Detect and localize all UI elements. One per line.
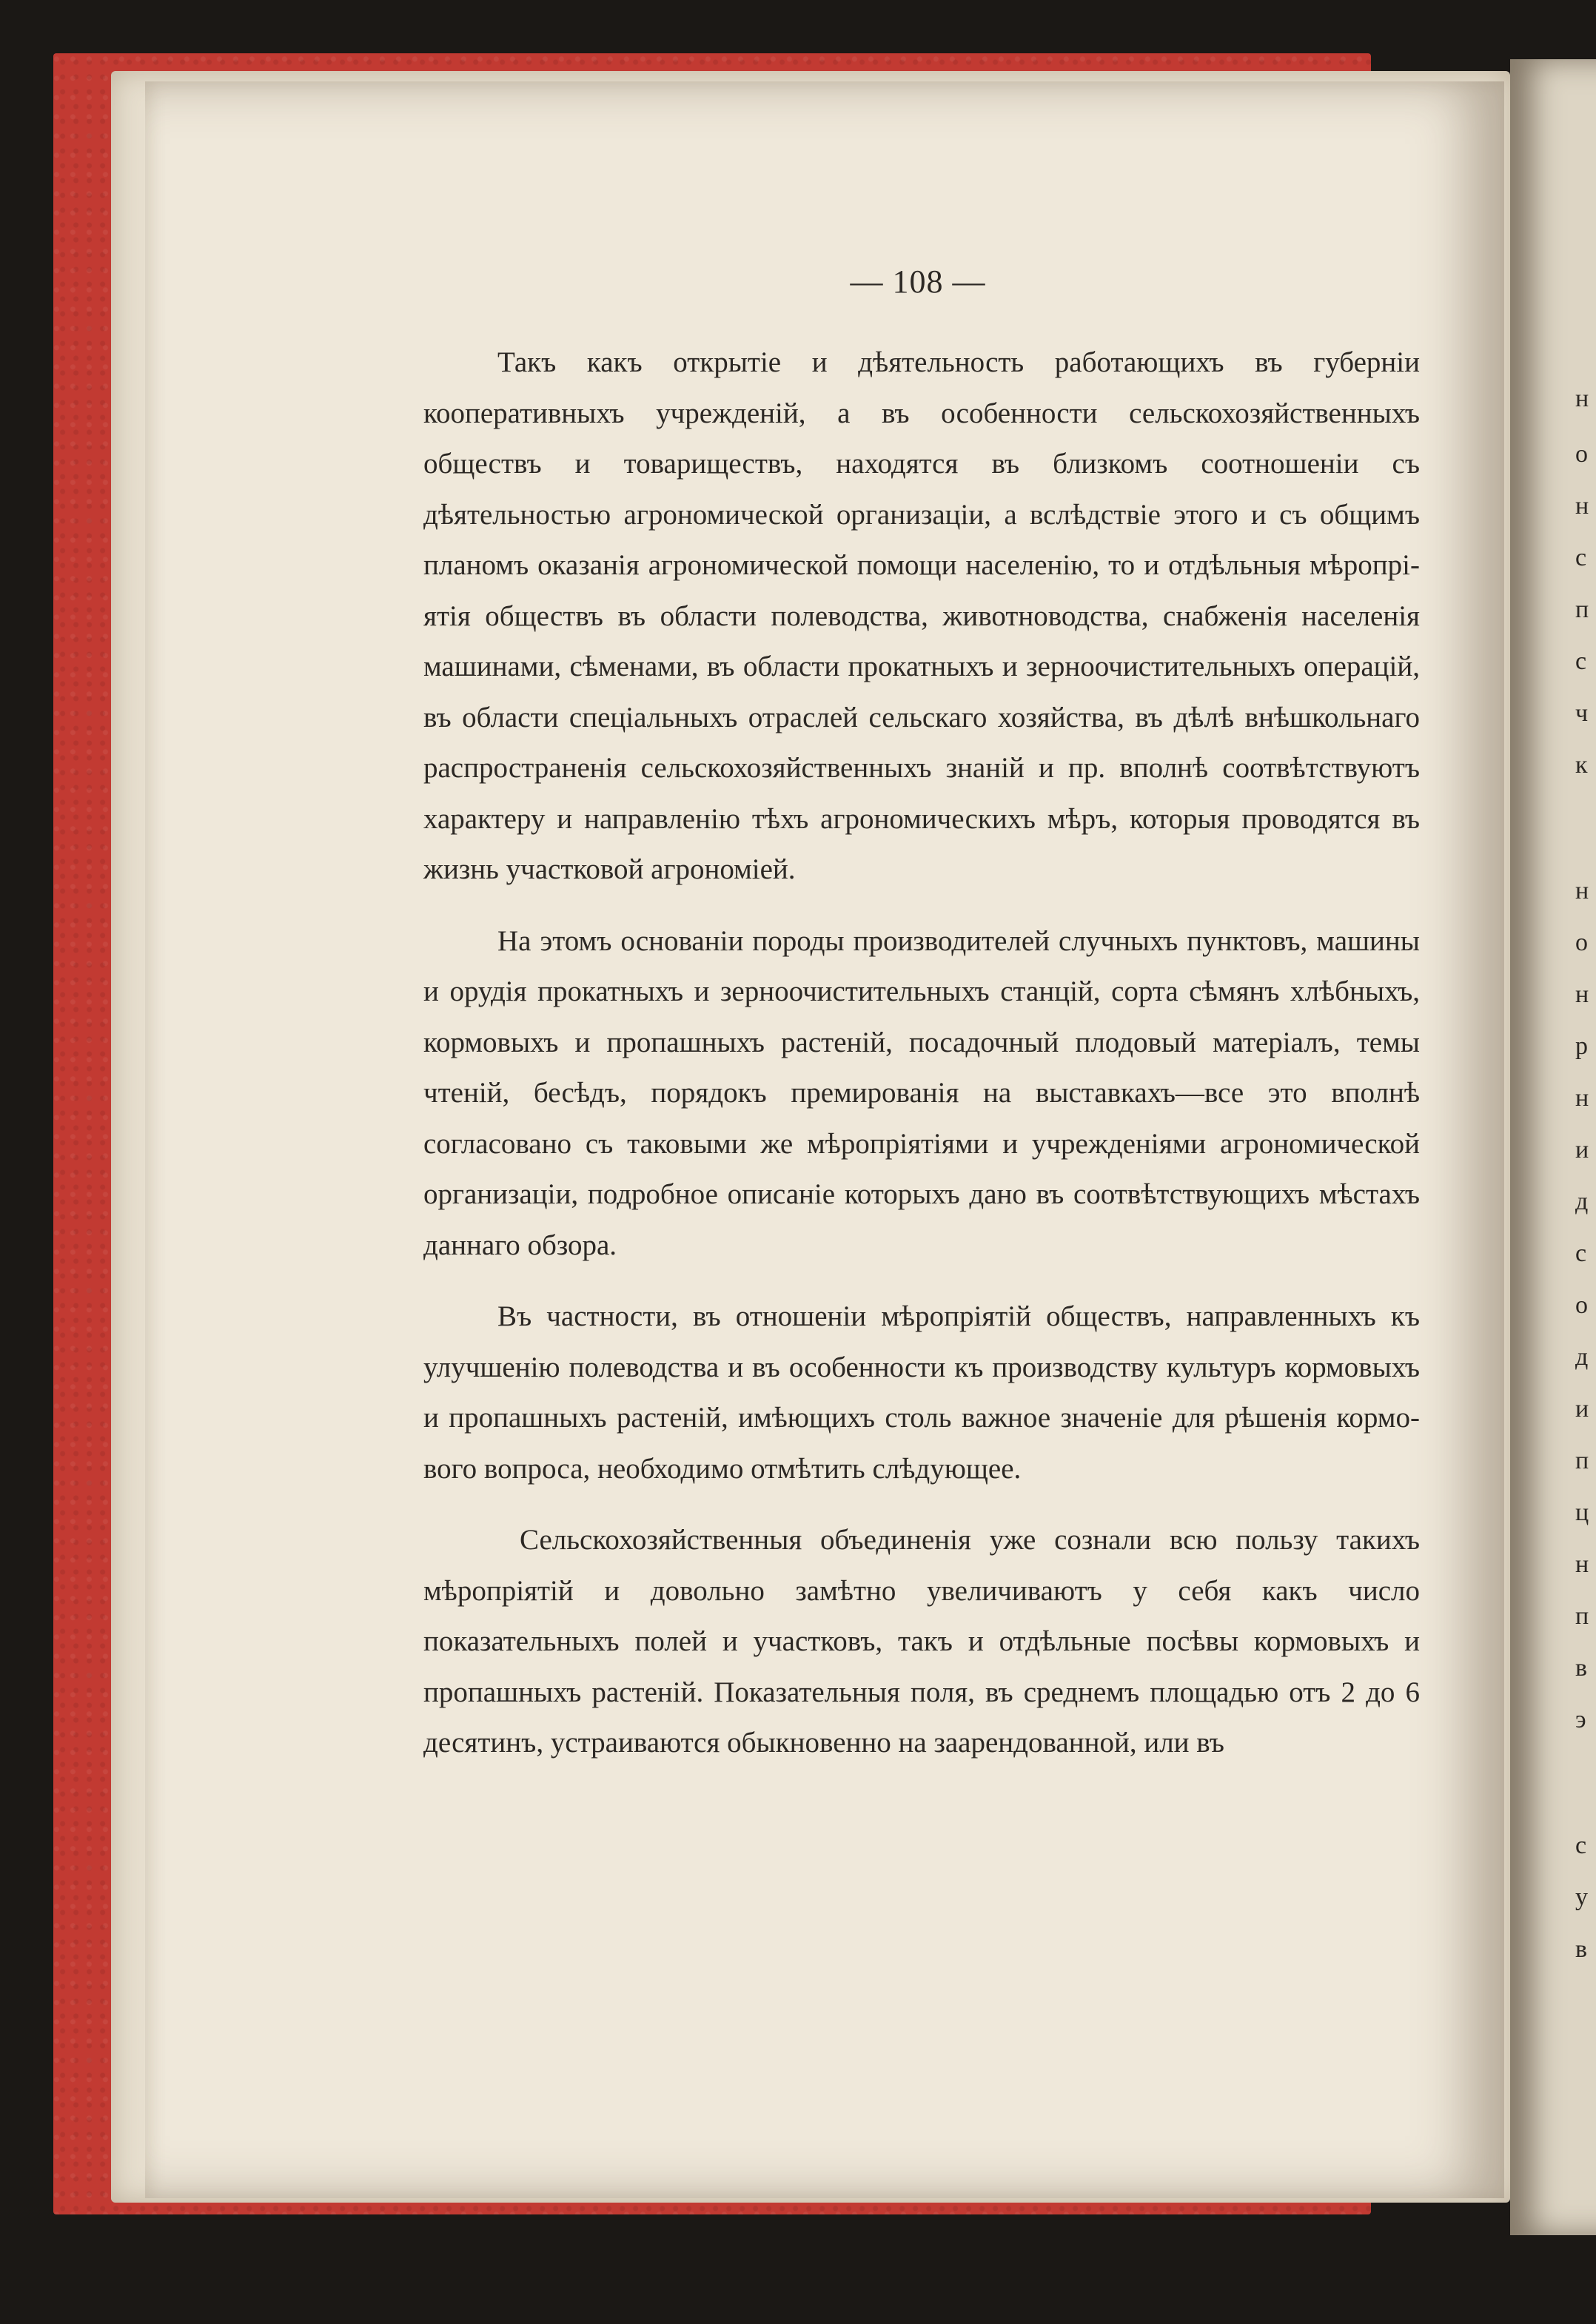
facing-letter: и [1575,1136,1589,1163]
facing-letter: п [1575,1602,1589,1630]
facing-letter: п [1575,1447,1589,1474]
facing-letter: к [1575,751,1588,779]
facing-letter: ц [1575,1499,1589,1526]
facing-letter: д [1575,1343,1589,1371]
facing-letter: э [1575,1706,1586,1733]
facing-letter: н [1575,492,1589,520]
paragraph-3: Въ частности, въ отношеніи мѣропріятій обществъ, направленныхъ къ улучшенію полеводства и въ особенности къ производству культуръ кормовыхъ и пропашныхъ растеній, имѣющихъ столь важное значеніе для рѣшенія кормового вопроса, необходимо отмѣтить слѣдующее. [423,1300,1420,1485]
paragraph-4: Сельскохозяйственныя объединенія уже сознали всю пользу такихъ мѣропріятій и довольно замѣтно увеличиваютъ у себя какъ число показательныхъ полей и участковъ, такъ и отдѣльные посѣвы кормовыхъ и пропашныхъ растеній. Показательныя поля, въ среднемъ площадью отъ 2 до 6 десятинъ, устраиваются обыкновенно на заарендованной, или въ [423,1524,1420,1759]
facing-letter: н [1575,1551,1589,1578]
facing-letter: о [1575,440,1588,468]
facing-letter: п [1575,596,1589,623]
facing-letter: н [1575,1084,1589,1112]
facing-letter: н [1575,385,1589,412]
facing-letter: с [1575,1832,1587,1859]
facing-letter: р [1575,1032,1588,1060]
paragraph-2: На этомъ основаніи породы производителей случныхъ пунктовъ, машины и орудія прокатныхъ и зерноочистительныхъ станцій, сорта сѣмянъ хлѣбныхъ, кормовыхъ и пропашныхъ растеній, посадочный плодовый матеріалъ, темы чтеній, бесѣдъ, порядокъ премированія на выставкахъ—все это вполнѣ согласовано съ таковыми же мѣропріятіями и учрежденiями агрономической организаціи, подробное описаніе которыхъ дано въ соотвѣтствующихъ мѣстахъ даннаго обзора. [423,924,1420,1261]
facing-letter: в [1575,1654,1588,1682]
facing-letter: ч [1575,699,1589,727]
facing-letter: и [1575,1395,1589,1423]
page-number: — 108 — [850,263,986,300]
facing-letter: д [1575,1188,1589,1215]
facing-letter: в [1575,1935,1588,1963]
page-text [423,337,1420,1769]
paragraph-1: Такъ какъ открытіе и дѣятельность работающихъ въ губерніи кооперативныхъ учрежденій, а въ особенности сельскохозяйственныхъ обществъ и товариществъ, находятся въ близкомъ соотношеніи съ дѣятельностью агрономической организаціи, а вслѣдствіе этого и съ общимъ планомъ оказанія агрономической помощи населенію, то и отдѣльныя мѣропріятія обществъ въ области полеводства, животноводства, снабженія населенія машинами, сѣменами, въ области прокатныхъ и зерноочистительныхъ операцій, въ области спеціальныхъ отраслей сельскаго хозяйства, въ дѣлѣ внѣшкольнаго распространенія сельскохозяйственныхъ знаній и пр. вполнѣ соотвѣтствуютъ характеру и направленію тѣхъ агрономическихъ мѣръ, которыя проводятся въ жизнь участковой агрономіей. [423,346,1420,885]
facing-letter: о [1575,1292,1588,1319]
facing-letter: н [1575,877,1589,904]
facing-letter: н [1575,981,1589,1008]
facing-letter: о [1575,929,1588,956]
facing-letter: с [1575,1240,1587,1267]
facing-letter: у [1575,1884,1588,1911]
facing-letter: с [1575,544,1587,571]
facing-letter: с [1575,648,1587,675]
